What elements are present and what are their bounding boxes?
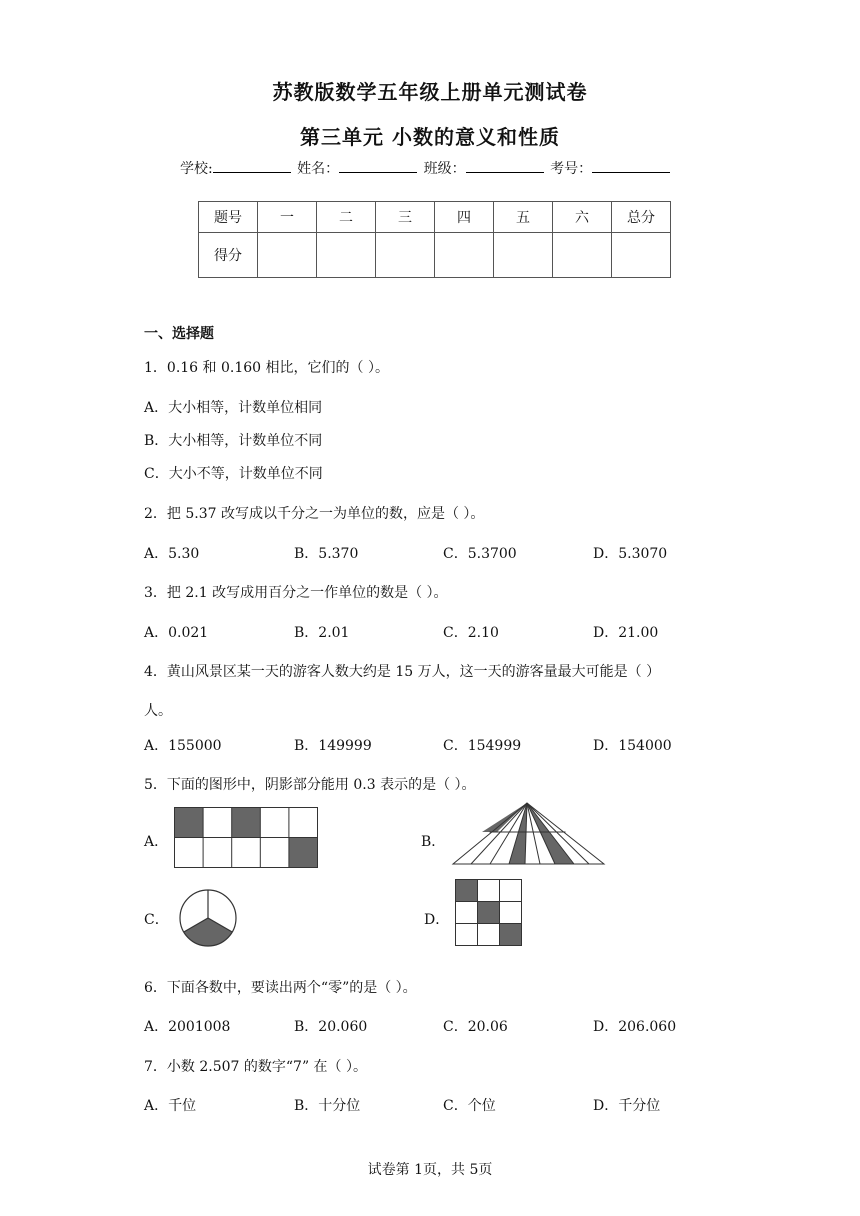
q4-option-d: D．154000 xyxy=(593,738,672,754)
grid-cell-shaded xyxy=(232,808,261,838)
q7-option-c: C．个位 xyxy=(443,1098,496,1114)
figure-a-grid xyxy=(174,807,320,869)
q1-option-b: B．大小相等，计数单位不同 xyxy=(144,433,323,449)
score-cell[interactable] xyxy=(258,233,317,278)
grid-cell-shaded xyxy=(478,902,500,924)
question-6: 6．下面各数中，要读出两个“零”的是（ ）。 xyxy=(144,980,417,996)
q4-option-c: C．154999 xyxy=(443,738,522,754)
grid-cell-shaded xyxy=(175,808,204,838)
q2-option-c: C．5.3700 xyxy=(443,546,517,562)
q7-option-d: D．千分位 xyxy=(593,1098,661,1114)
name-label: 姓名： xyxy=(297,161,340,177)
score-header-cell: 二 xyxy=(317,202,376,233)
score-header-cell: 三 xyxy=(376,202,435,233)
score-header-cell: 总分 xyxy=(612,202,671,233)
q1-option-a: A．大小相等，计数单位相同 xyxy=(144,400,323,416)
q2-option-a: A．5.30 xyxy=(144,546,200,562)
score-table xyxy=(198,201,671,278)
q3-option-b: B．2.01 xyxy=(294,625,350,641)
circle-sector-shaded xyxy=(184,918,232,946)
figure-d-grid xyxy=(455,879,525,949)
score-header-cell: 五 xyxy=(494,202,553,233)
q4-option-a: A．155000 xyxy=(144,738,222,754)
score-cell[interactable] xyxy=(435,233,494,278)
grid-cell-shaded xyxy=(456,880,478,902)
student-info-line xyxy=(180,158,672,178)
question-4: 4．黄山风景区某一天的游客人数大约是 15 万人，这一天的游客量最大可能是（ ） xyxy=(144,664,661,680)
question-3: 3．把 2.1 改写成用百分之一作单位的数是（ ）。 xyxy=(144,585,448,601)
q4-option-b: B．149999 xyxy=(294,738,372,754)
score-header-cell: 六 xyxy=(553,202,612,233)
document-subtitle: 第三单元 小数的意义和性质 xyxy=(300,125,560,149)
score-table-score-row xyxy=(199,233,671,278)
q2-option-d: D．5.3070 xyxy=(593,546,668,562)
page-footer: 试卷第 1页，共 5页 xyxy=(367,1162,493,1178)
exam-no-label: 考号： xyxy=(550,161,593,177)
grid-cell-shaded xyxy=(500,924,522,946)
class-blank[interactable] xyxy=(466,160,544,173)
score-cell[interactable] xyxy=(494,233,553,278)
school-blank[interactable] xyxy=(213,160,291,173)
q5-option-a-label: A． xyxy=(144,834,169,850)
school-label: 学校: xyxy=(180,161,213,177)
figure-b-triangle xyxy=(451,801,607,867)
q6-option-c: C．20.06 xyxy=(443,1019,508,1035)
q6-option-d: D．206.060 xyxy=(593,1019,677,1035)
score-cell[interactable] xyxy=(317,233,376,278)
question-7: 7．小数 2.507 的数字“7” 在（ ）。 xyxy=(144,1059,368,1075)
score-cell[interactable] xyxy=(612,233,671,278)
name-blank[interactable] xyxy=(339,160,417,173)
q3-option-d: D．21.00 xyxy=(593,625,659,641)
figure-c-circle xyxy=(174,884,242,952)
q6-option-a: A．2001008 xyxy=(144,1019,231,1035)
question-2: 2．把 5.37 改写成以千分之一为单位的数，应是（ ）。 xyxy=(144,506,485,522)
q2-option-b: B．5.370 xyxy=(294,546,359,562)
score-cell[interactable] xyxy=(553,233,612,278)
q3-option-a: A．0.021 xyxy=(144,625,209,641)
score-header-cell: 一 xyxy=(258,202,317,233)
score-row-label: 得分 xyxy=(199,233,258,278)
q6-option-b: B．20.060 xyxy=(294,1019,368,1035)
grid-cell-shaded xyxy=(289,838,318,868)
q5-option-b-label: B． xyxy=(421,834,446,850)
question-4-continued: 人。 xyxy=(144,703,172,719)
score-cell[interactable] xyxy=(376,233,435,278)
score-table-header-row xyxy=(199,202,671,233)
document-title: 苏教版数学五年级上册单元测试卷 xyxy=(272,80,588,104)
q7-option-b: B．十分位 xyxy=(294,1098,361,1114)
q1-option-c: C．大小不等，计数单位不同 xyxy=(144,466,323,482)
exam-no-blank[interactable] xyxy=(592,160,670,173)
q3-option-c: C．2.10 xyxy=(443,625,499,641)
question-5: 5．下面的图形中，阴影部分能用 0.3 表示的是（ ）。 xyxy=(144,777,476,793)
score-header-cell: 四 xyxy=(435,202,494,233)
question-1: 1．0.16 和 0.160 相比，它们的（ ）。 xyxy=(144,360,389,376)
section-title: 一、选择题 xyxy=(144,326,214,342)
score-header-cell: 题号 xyxy=(199,202,258,233)
class-label: 班级： xyxy=(423,161,466,177)
q5-option-c-label: C． xyxy=(144,912,169,928)
triangle-lines xyxy=(453,803,604,864)
q5-option-d-label: D． xyxy=(424,912,450,928)
q7-option-a: A．千位 xyxy=(144,1098,197,1114)
